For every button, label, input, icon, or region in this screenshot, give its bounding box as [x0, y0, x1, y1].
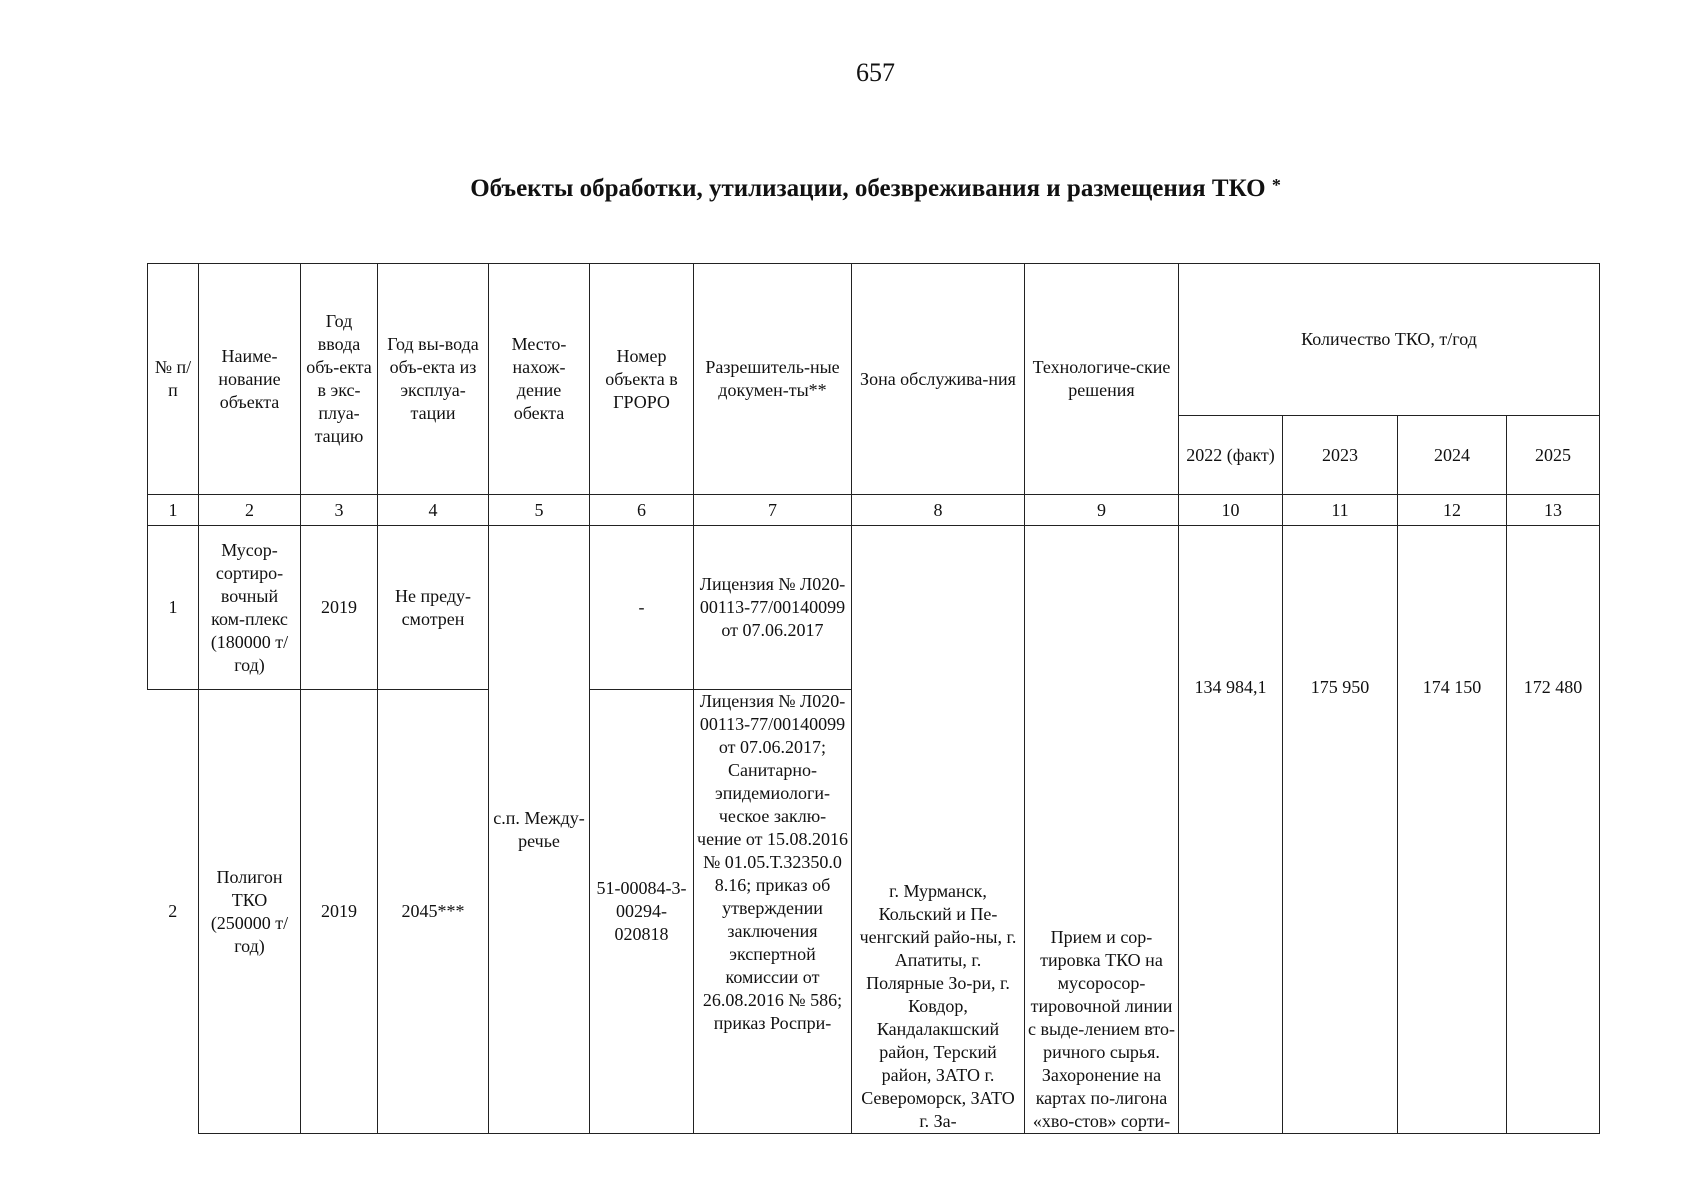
header-year-2024: 2024 [1398, 416, 1507, 495]
document-title [0, 175, 1697, 203]
table-row [148, 526, 1600, 690]
title-footnote-mark: * [1271, 175, 1281, 195]
header-year-2022: 2022 (факт) [1179, 416, 1283, 495]
quantity-2022 [1179, 526, 1283, 1134]
row-number: 1 [148, 526, 199, 690]
header-service-zone: Зона обслужива-ния [852, 264, 1025, 495]
page-number: 657 [856, 58, 895, 87]
quantity-2024 [1398, 526, 1507, 1134]
year-commissioned: 2019 [301, 690, 378, 1134]
header-technology: Технологиче-ские решения [1025, 264, 1179, 495]
service-zone [852, 526, 1025, 1134]
groro-number: 51-00084-3-00294-020818 [590, 690, 694, 1134]
header-location: Место-нахож-дение обекта [489, 264, 590, 495]
column-number: 10 [1179, 495, 1283, 526]
column-number: 5 [489, 495, 590, 526]
groro-number: - [590, 526, 694, 690]
column-number: 4 [378, 495, 489, 526]
row-number: 2 [148, 690, 199, 1134]
service-zone-text: г. Мурманск, Кольский и Пе-ченгский райо-ны, г. Апатиты, г. Полярные Зо-ри, г. Ковдор, Кандалакшский район, Терский район, ЗАТО г. Североморск, ЗАТО г. За- [859, 881, 1017, 1131]
header-row-1 [148, 264, 1600, 416]
permits [694, 690, 852, 1134]
column-number: 7 [694, 495, 852, 526]
column-number: 11 [1283, 495, 1398, 526]
year-decommissioned: 2045*** [378, 690, 489, 1134]
quantity-2022-value: 134 984,1 [1194, 677, 1267, 697]
column-number: 8 [852, 495, 1025, 526]
header-year-2025: 2025 [1507, 416, 1600, 495]
quantity-2025 [1507, 526, 1600, 1134]
technology-text: Прием и сор-тировка ТКО на мусоросор-тировочной линии с выде-лением вто-ричного сырья. Захоронение на картах по-лигона «хво-стов» сорти- [1028, 927, 1175, 1131]
header-year-commissioned: Год ввода объ-екта в экс-плуа-тацию [301, 264, 378, 495]
object-name: Мусор-сортиро-вочный ком-плекс (180000 т/год) [199, 526, 301, 690]
column-number: 12 [1398, 495, 1507, 526]
column-number: 13 [1507, 495, 1600, 526]
object-name: Полигон ТКО (250000 т/год) [199, 690, 301, 1134]
quantity-2023-value: 175 950 [1310, 677, 1370, 697]
column-number-row [148, 495, 1600, 526]
quantity-2023 [1283, 526, 1398, 1134]
header-permits: Разрешитель-ные докумен-ты** [694, 264, 852, 495]
header-number: № п/п [148, 264, 199, 495]
header-object-name: Наиме-нование объекта [199, 264, 301, 495]
quantity-2025-value: 172 480 [1523, 677, 1583, 697]
header-quantity: Количество ТКО, т/год [1179, 264, 1600, 416]
column-number: 1 [148, 495, 199, 526]
year-commissioned: 2019 [301, 526, 378, 690]
tko-objects-table [147, 263, 1600, 1134]
quantity-2024-value: 174 150 [1422, 677, 1482, 697]
header-year-decommissioned: Год вы-вода объ-екта из эксплуа-тации [378, 264, 489, 495]
column-number: 3 [301, 495, 378, 526]
technology [1025, 526, 1179, 1134]
column-number: 9 [1025, 495, 1179, 526]
header-groro-number: Номер объекта в ГРОРО [590, 264, 694, 495]
permits-text: Лицензия № Л020-00113-77/00140099 от 07.06.2017; Санитарно-эпидемиологи-ческое заклю-чение от 15.08.2016 № 01.05.Т.32350.0 8.16; приказ об утверждении заключения экспертной комиссии от 26.08.2016 № 586; приказ Роспри- [697, 691, 848, 1033]
document-title-text: Объекты обработки, утилизации, обезвреживания и размещения ТКО [470, 175, 1266, 202]
column-number: 2 [199, 495, 301, 526]
permits: Лицензия № Л020-00113-77/00140099 от 07.06.2017 [694, 526, 852, 690]
header-year-2023: 2023 [1283, 416, 1398, 495]
year-decommissioned: Не преду-смотрен [378, 526, 489, 690]
location: с.п. Между-речье [489, 526, 590, 1134]
column-number: 6 [590, 495, 694, 526]
